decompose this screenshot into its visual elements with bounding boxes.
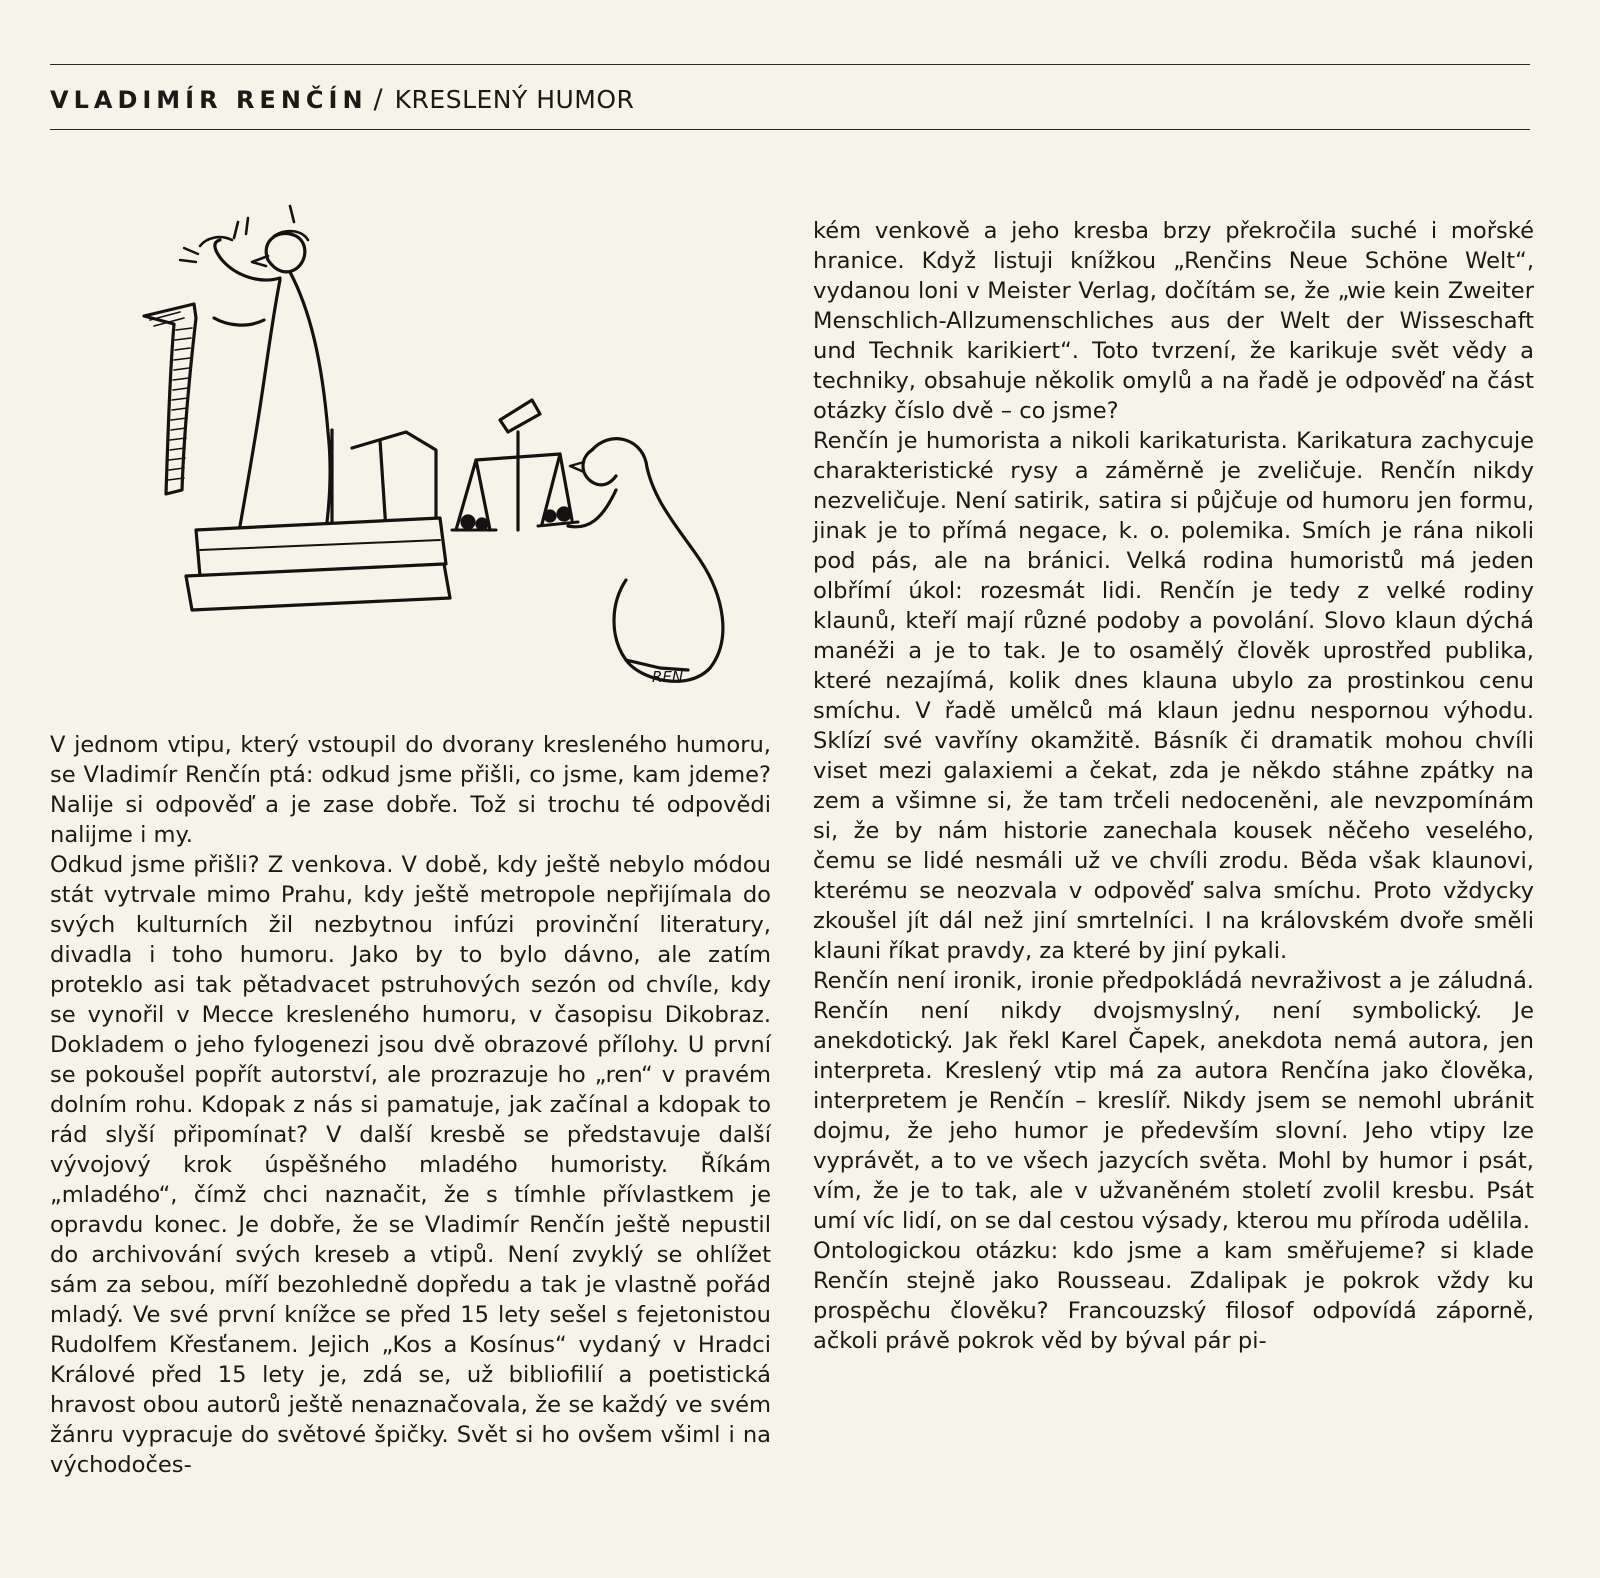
cartoon-illustration bbox=[140, 200, 760, 710]
author-name: VLADIMÍR RENČÍN bbox=[50, 86, 368, 114]
paragraph: Renčín není ironik, ironie předpokládá nevraživost a je záludná. Renčín není nikdy dvojsmyslný, není symbolický. Je anekdotický. Jak řekl Karel Čapek, anekdota nemá autora, jen interpreta. Kreslený vtip má za autora Renčína jako člověka, interpretem je Renčín – kreslíř. Nikdy jsem se nemohl ubránit dojmu, že jeho humor je především slovní. Jeho vtipy lze vyprávět, a to ve všech jazycích světa. Mohl by humor i psát, vím, že je to tak, ale v užvaněném století zvolil kresbu. Psát umí víc lidí, on se dal cestou výsady, kterou mu příroda udělila. bbox=[813, 968, 1534, 1234]
paragraph: Odkud jsme přišli? Z venkova. V době, kdy ještě nebylo módou stát vytrvale mimo Prahu, kdy ještě metropole nepřijímala do svých kulturních žil nezbytnou infúzi provinční literatury, divadla i toho humoru. Jako by to bylo dávno, ale zatím proteklo asi tak pětadvacet pstruhových sezón od chvíle, kdy se vynořil v Mecce kresleného humoru, v časopisu Dikobraz. Dokladem o jeho fylogenezi jsou dvě obrazové přílohy. U první se pokoušel popřít autorství, ale prozrazuje ho „ren“ v pravém dolním rohu. Kdopak z nás si pamatuje, jak začínal a kdopak to rád slyší připomínat? V další kresbě se představuje další vývojový krok úspěšného mladého humoristy. Říkám „mladého“, čímž chci naznačit, že s tímhle přívlastkem je opravdu konec. Je dobře, že se Vladimír Renčín ještě nepustil do archivování svých kreseb a vtipů. Není zvyklý se ohlížet sám za sebou, míří bezohledně dopředu a tak je vlastně pořád mladý. Ve své první knížce se před 15 lety sešel s fejetonistou Rudolfem Křesťanem. Jejich „Kos a Kosínus“ vydaný v Hradci Králové před 15 lety je, zdá se, už bibliofilií a poetistická hravost obou autorů ještě nenaznačovala, že se každý ve svém žánru vypracuje do světové špičky. Svět si ho ovšem všiml i na východočes- bbox=[50, 852, 771, 1478]
section-title: KRESLENÝ HUMOR bbox=[394, 85, 635, 114]
paragraph: Ontologickou otázku: kdo jsme a kam směřujeme? si klade Renčín stejně jako Rousseau. Zdalipak je pokrok vždy ku prospěchu člověku? Francouzský filosof odpovídá záporně, ačkoli právě pokrok věd by býval pár pi- bbox=[813, 1238, 1534, 1354]
page-header bbox=[50, 84, 634, 118]
paragraph: V jednom vtipu, který vstoupil do dvorany kresleného humoru, se Vladimír Renčín ptá: odkud jsme přišli, co jsme, kam jdeme? Nalije si odpověď a je zase dobře. Tož si trochu té odpovědi nalijme i my. bbox=[50, 732, 771, 848]
paragraph: kém venkově a jeho kresba brzy překročila suché i mořské hranice. Když listuji knížkou „Renčins Neue Schöne Welt“, vydanou loni v Meister Verlag, dočítám se, že „wie kein Zweiter Menschlich-Allzumenschliches aus der Welt der Wisseschaft und Technik karikiert“. Toto tvrzení, že karikuje svět vědy a techniky, obsahuje několik omylů a na řadě je odpověď na část otázky číslo dvě – co jsme? bbox=[813, 218, 1534, 424]
top-rule bbox=[50, 64, 1530, 65]
article-right-column bbox=[813, 216, 1534, 1356]
article-left-column bbox=[50, 730, 771, 1480]
cartoon-signature: REN bbox=[652, 668, 684, 686]
paragraph: Renčín je humorista a nikoli karikaturista. Karikatura zachycuje charakteristické rysy a záměrně je zveličuje. Renčín nikdy nezveličuje. Není satirik, satira si půjčuje od humoru jen formu, jinak je to přímá negace, k. o. polemika. Smích je rána nikoli pod pás, ale na bránici. Velká rodina humoristů má jeden olbřímí úkol: rozesmát lidi. Renčín je tedy z velké rodiny klaunů, kteří mají různé podoby a povolání. Slovo klaun dýchá manéži a je to tak. Je to osamělý člověk uprostřed publika, které nezajímá, kolik dnes klauna ubylo za prostinkou cenu smíchu. V řadě umělců má klaun jednu nespornou výhodu. Sklízí své vavříny okamžitě. Básník či dramatik mohou chvíli viset mezi galaxiemi a čekat, zda je někdo stáhne zpátky na zem a všimne si, že tam trčeli nedoceněni, ale nevzpomínám si, že by nám historie zanechala kousek něčeho veselého, čemu se lidé nesmáli už ve chvíli zrodu. Běda však klaunovi, kterému se neozvala v odpověď salva smíchu. Proto vždycky zkoušel jít dál než jiní smrtelníci. I na královském dvoře směli klauni říkat pravdy, za které by jiní pykali. bbox=[813, 428, 1534, 964]
header-separator: / bbox=[373, 84, 383, 115]
header-rule bbox=[50, 129, 1530, 130]
